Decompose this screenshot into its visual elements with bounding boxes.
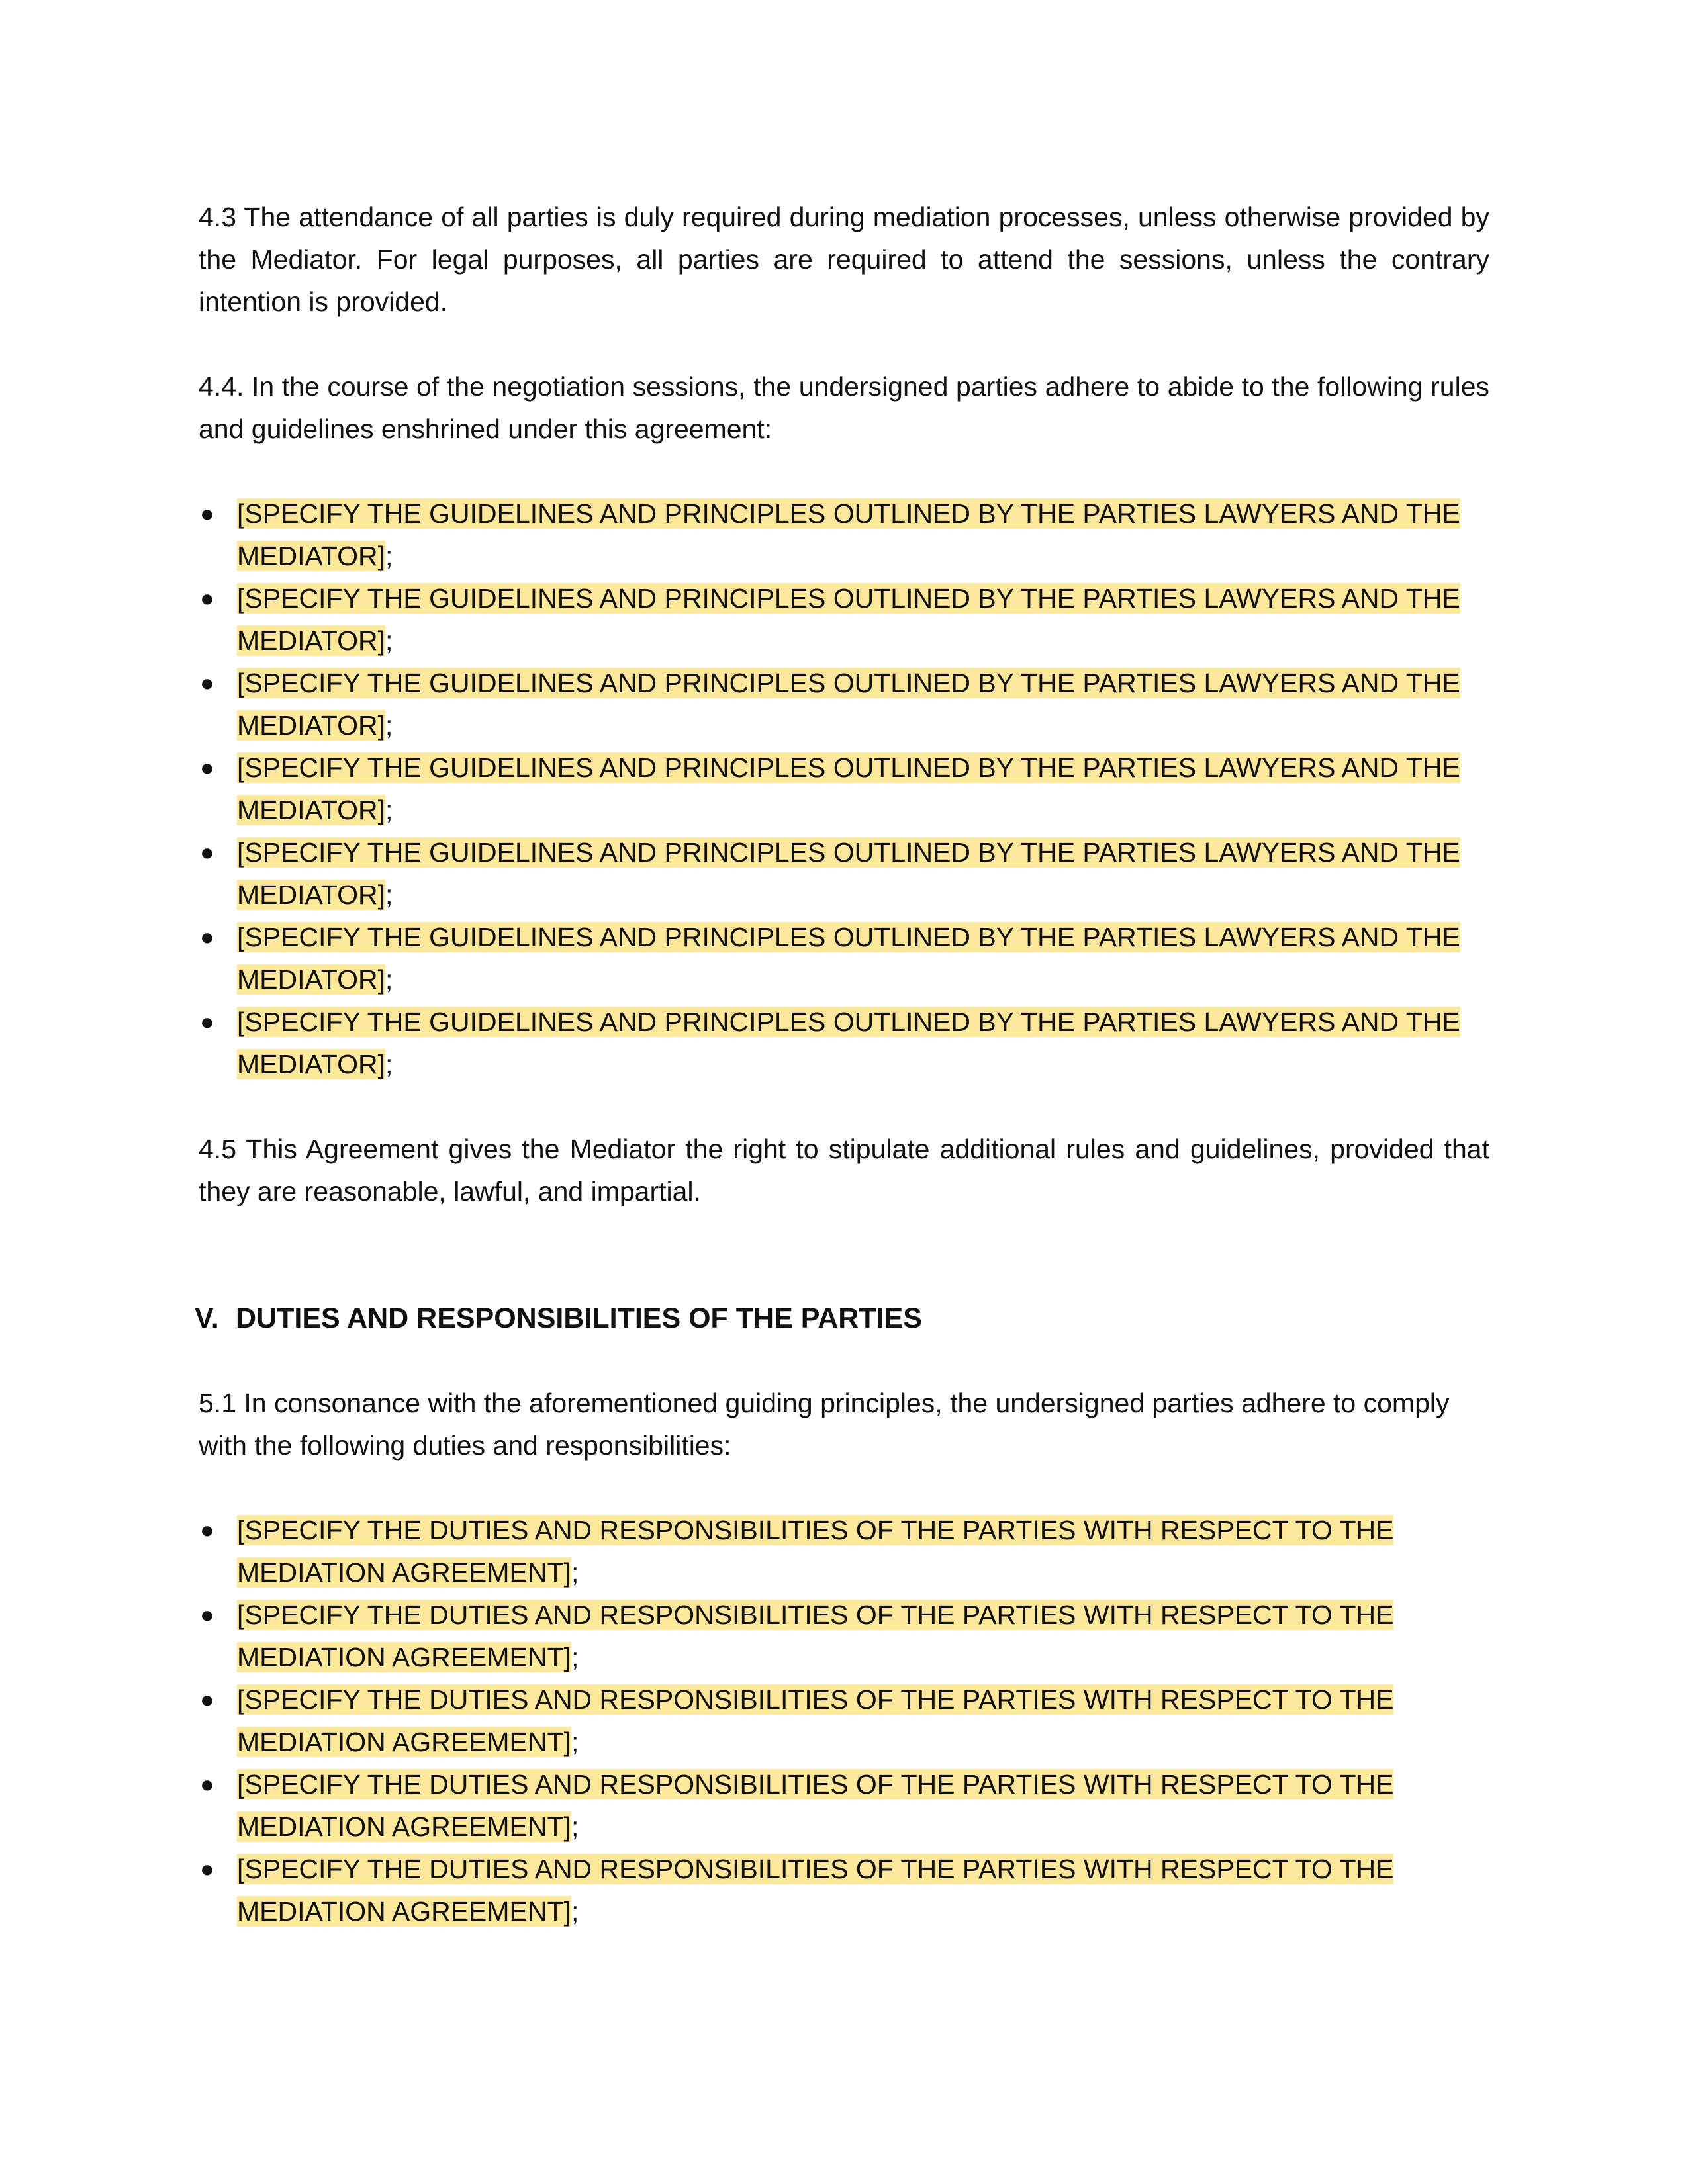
bullet-icon: ● — [200, 1008, 214, 1035]
bullet-icon: ● — [200, 923, 214, 950]
bullet-icon: ● — [200, 669, 214, 696]
item-suffix: ; — [385, 710, 393, 741]
bullet-icon: ● — [200, 1770, 214, 1797]
spacer — [199, 450, 1489, 492]
item-suffix: ; — [571, 1557, 579, 1588]
guideline-item — [199, 747, 1489, 831]
document-body — [195, 196, 1489, 1933]
item-suffix: ; — [385, 964, 393, 995]
placeholder-text: [SPECIFY THE GUIDELINES AND PRINCIPLES OUTLINED BY THE PARTIES LAWYERS AND THE MEDIATOR] — [237, 1007, 1460, 1079]
placeholder-text: [SPECIFY THE GUIDELINES AND PRINCIPLES OUTLINED BY THE PARTIES LAWYERS AND THE MEDIATOR] — [237, 668, 1460, 741]
duty-item — [199, 1509, 1489, 1594]
duty-item — [199, 1594, 1489, 1678]
spacer — [199, 1212, 1489, 1297]
placeholder-text: [SPECIFY THE DUTIES AND RESPONSIBILITIES OF THE PARTIES WITH RESPECT TO THE MEDIATION AGREEMENT] — [237, 1515, 1394, 1588]
spacer — [199, 323, 1489, 365]
guideline-item — [199, 831, 1489, 916]
placeholder-text: [SPECIFY THE GUIDELINES AND PRINCIPLES OUTLINED BY THE PARTIES LAWYERS AND THE MEDIATOR] — [237, 752, 1460, 825]
section-number: V. — [195, 1302, 219, 1334]
clause-4-4: 4.4. In the course of the negotiation sessions, the undersigned parties adhere to abide to the following rules and guidelines enshrined under this agreement: — [199, 371, 1489, 444]
clause-5-1: 5.1 In consonance with the aforementioned guiding principles, the undersigned parties adhere to comply with the following duties and responsibilities: — [199, 1388, 1450, 1461]
guideline-item — [199, 916, 1489, 1001]
bullet-icon: ● — [200, 1601, 214, 1628]
item-suffix: ; — [571, 1642, 579, 1672]
guideline-item — [199, 577, 1489, 662]
clause-4-5: 4.5 This Agreement gives the Mediator the right to stipulate additional rules and guidelines, provided that they are reasonable, lawful, and impartial. — [199, 1134, 1489, 1206]
item-suffix: ; — [385, 1049, 393, 1079]
placeholder-text: [SPECIFY THE DUTIES AND RESPONSIBILITIES OF THE PARTIES WITH RESPECT TO THE MEDIATION AGREEMENT] — [237, 1600, 1394, 1672]
spacer — [199, 1085, 1489, 1128]
placeholder-text: [SPECIFY THE GUIDELINES AND PRINCIPLES OUTLINED BY THE PARTIES LAWYERS AND THE MEDIATOR] — [237, 922, 1460, 995]
duty-item — [199, 1848, 1489, 1933]
item-suffix: ; — [571, 1727, 579, 1757]
item-suffix: ; — [385, 795, 393, 825]
bullet-icon: ● — [200, 1516, 214, 1543]
placeholder-text: [SPECIFY THE GUIDELINES AND PRINCIPLES OUTLINED BY THE PARTIES LAWYERS AND THE MEDIATOR] — [237, 837, 1460, 910]
spacer — [199, 1340, 1489, 1382]
duty-item — [199, 1678, 1489, 1763]
bullet-icon: ● — [200, 839, 214, 866]
duties-list — [199, 1509, 1489, 1933]
placeholder-text: [SPECIFY THE DUTIES AND RESPONSIBILITIES OF THE PARTIES WITH RESPECT TO THE MEDIATION AGREEMENT] — [237, 1769, 1394, 1842]
item-suffix: ; — [385, 541, 393, 571]
item-suffix: ; — [571, 1896, 579, 1927]
bullet-icon: ● — [200, 584, 214, 612]
guideline-item — [199, 492, 1489, 577]
placeholder-text: [SPECIFY THE GUIDELINES AND PRINCIPLES OUTLINED BY THE PARTIES LAWYERS AND THE MEDIATOR] — [237, 498, 1460, 571]
item-suffix: ; — [385, 880, 393, 910]
placeholder-text: [SPECIFY THE DUTIES AND RESPONSIBILITIES OF THE PARTIES WITH RESPECT TO THE MEDIATION AGREEMENT] — [237, 1684, 1394, 1757]
placeholder-text: [SPECIFY THE DUTIES AND RESPONSIBILITIES OF THE PARTIES WITH RESPECT TO THE MEDIATION AGREEMENT] — [237, 1854, 1394, 1927]
bullet-icon: ● — [200, 1686, 214, 1713]
duty-item — [199, 1763, 1489, 1848]
guideline-item — [199, 662, 1489, 747]
clause-4-3: 4.3 The attendance of all parties is duly required during mediation processes, unless otherwise provided by the Mediator. For legal purposes, all parties are required to attend the sessions, unless the contrary intention is provided. — [199, 202, 1489, 317]
bullet-icon: ● — [200, 754, 214, 781]
bullet-icon: ● — [200, 500, 214, 527]
spacer — [199, 1467, 1489, 1509]
section-title: DUTIES AND RESPONSIBILITIES OF THE PARTIES — [236, 1302, 922, 1334]
item-suffix: ; — [385, 625, 393, 656]
guideline-item — [199, 1001, 1489, 1085]
placeholder-text: [SPECIFY THE GUIDELINES AND PRINCIPLES OUTLINED BY THE PARTIES LAWYERS AND THE MEDIATOR] — [237, 583, 1460, 656]
item-suffix: ; — [571, 1811, 579, 1842]
section-heading — [195, 1297, 1489, 1340]
guidelines-list — [199, 492, 1489, 1085]
bullet-icon: ● — [200, 1855, 214, 1882]
